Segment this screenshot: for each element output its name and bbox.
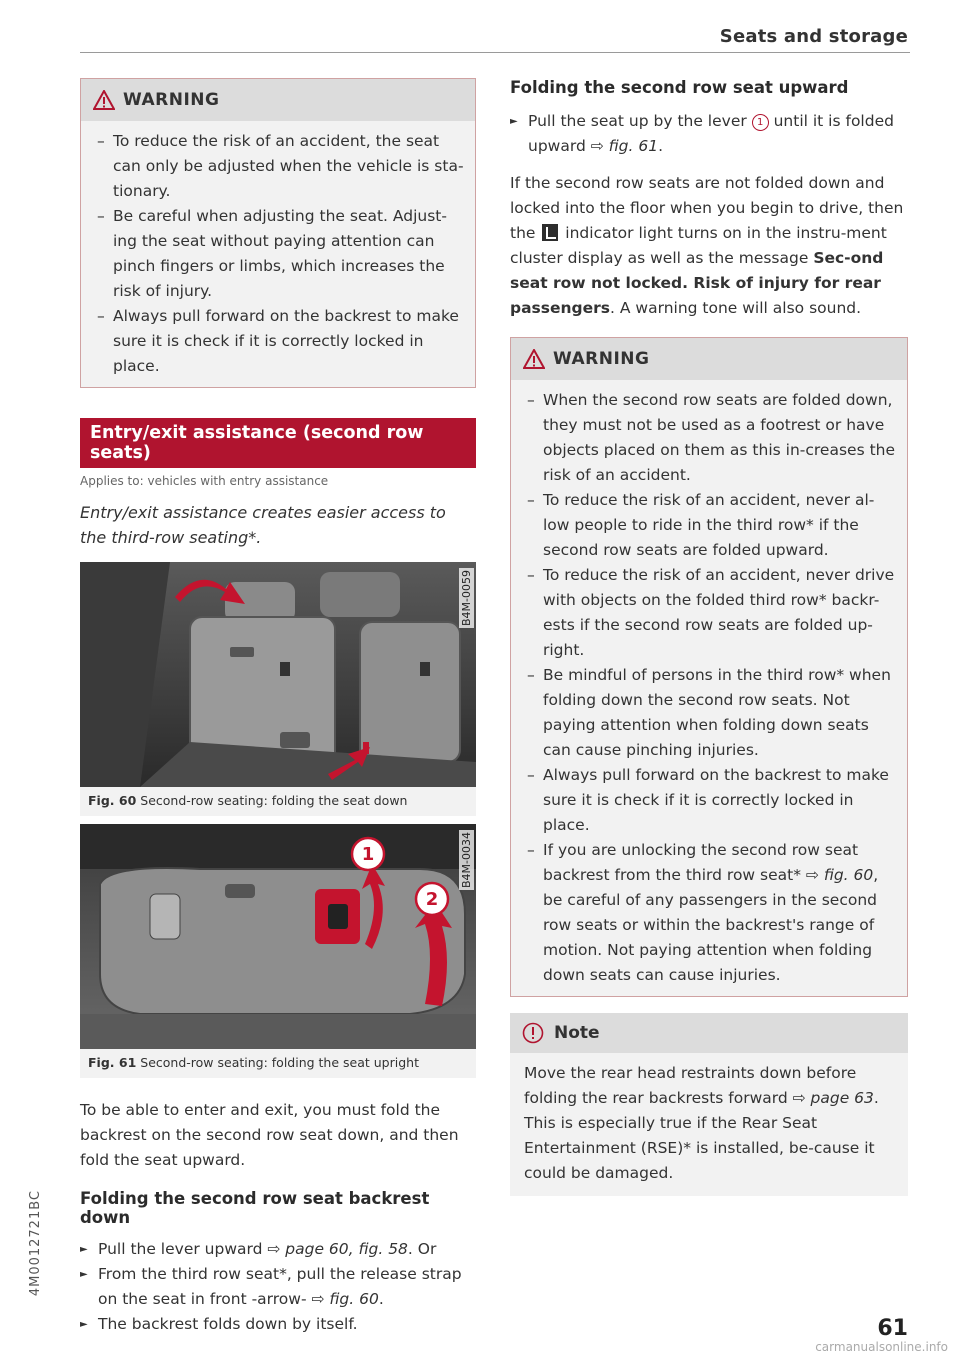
figure-code: B4M-0034 bbox=[460, 832, 473, 888]
note-exclamation-icon bbox=[522, 1022, 544, 1044]
figure-61-image bbox=[80, 824, 476, 1049]
document-code: 4M0012721BC bbox=[28, 1190, 43, 1297]
section-intro: Entry/exit assistance creates easier access to the third-row seating*. bbox=[80, 503, 446, 547]
warning-triangle-icon bbox=[93, 90, 115, 110]
page-reference-link[interactable]: ⇨ page 63 bbox=[792, 1089, 874, 1107]
warning-item: – Always pull forward on the backrest to make sure it is check if it is correctly locked in place. bbox=[93, 304, 465, 379]
watermark: carmanualsonline.info bbox=[815, 1340, 948, 1354]
figure-reference-link[interactable]: ⇨ fig. 60 bbox=[805, 866, 874, 884]
entry-exit-paragraph: To be able to enter and exit, you must fold the backrest on the second row seat down, and then fold the seat upward. bbox=[80, 1101, 459, 1169]
warning-item: – To reduce the risk of an accident, never al-low people to ride in the third row* if the second row seats are folded upward. bbox=[523, 488, 897, 563]
warning-item: – If you are unlocking the second row seat backrest from the third row seat* ⇨ fig. 60, be careful of any passengers in the second row seats or within the backrest's range of motion. Not paying attention when folding down seats can cause injuries. bbox=[523, 838, 897, 988]
figure-code: B4M-0059 bbox=[460, 570, 473, 626]
fold-down-steps bbox=[80, 1237, 476, 1337]
seat-fold-down-illustration bbox=[80, 562, 476, 787]
seat-indicator-icon bbox=[542, 224, 558, 241]
applies-to: Applies to: vehicles with entry assistance bbox=[80, 474, 329, 488]
warning-box-left bbox=[80, 78, 476, 388]
section-title: Entry/exit assistance (second row seats) bbox=[80, 418, 476, 468]
warning-header bbox=[511, 338, 907, 380]
step-item: ► Pull the seat up by the lever 1 until it is folded upward ⇨ fig. 61. bbox=[510, 109, 908, 159]
figure-60-image bbox=[80, 562, 476, 787]
warning-header bbox=[81, 79, 475, 121]
figure-caption-text: Second-row seating: folding the seat down bbox=[140, 793, 408, 808]
warning-list bbox=[81, 121, 475, 387]
running-header: Seats and storage bbox=[719, 26, 908, 47]
step-item: ► From the third row seat*, pull the release strap on the seat in front -arrow- ⇨ fig. 60. bbox=[80, 1262, 476, 1312]
right-column bbox=[510, 78, 908, 1196]
warning-label: WARNING bbox=[123, 90, 220, 110]
heading-fold-down: Folding the second row seat backrest down bbox=[80, 1189, 430, 1227]
figure-reference-link[interactable]: ⇨ fig. 61 bbox=[590, 137, 659, 155]
seat-fold-up-illustration bbox=[80, 824, 476, 1049]
left-column bbox=[80, 78, 476, 1337]
warning-item: – Be mindful of persons in the third row* when folding down the second row seats. Not paying attention when folding down seats can cause pinching injuries. bbox=[523, 663, 897, 763]
warning-item: – Always pull forward on the backrest to make sure it is check if it is correctly locked in place. bbox=[523, 763, 897, 838]
warning-list bbox=[511, 380, 907, 996]
callout-1: 1 bbox=[361, 844, 375, 865]
note-header bbox=[510, 1013, 908, 1053]
cluster-message: Sec-ond seat row not locked. Risk of injury for rear passengers bbox=[510, 249, 884, 317]
figure-caption-text: Second-row seating: folding the seat upright bbox=[140, 1055, 419, 1070]
warning-item: – Be careful when adjusting the seat. Adjust-ing the seat without paying attention can pinch fingers or limbs, which increases the risk of injury. bbox=[93, 204, 465, 304]
callout-number-icon: 1 bbox=[752, 114, 769, 131]
note-box bbox=[510, 1013, 908, 1196]
figure-number: Fig. 60 bbox=[88, 793, 137, 808]
header-divider bbox=[80, 52, 910, 53]
callout-2: 2 bbox=[425, 889, 439, 910]
warning-label: WARNING bbox=[553, 349, 650, 369]
figure-reference-link[interactable]: ⇨ fig. 60 bbox=[311, 1290, 379, 1308]
warning-item: – To reduce the risk of an accident, never drive with objects on the folded third row* backr-ests if the second row seats are folded up-right. bbox=[523, 563, 897, 663]
warning-box-right bbox=[510, 337, 908, 997]
warning-item: – To reduce the risk of an accident, the seat can only be adjusted when the vehicle is sta-tionary. bbox=[93, 129, 465, 204]
fold-up-steps bbox=[510, 109, 908, 159]
figure-61 bbox=[80, 824, 476, 1078]
note-text: Move the rear head restraints down before folding the rear backrests forward ⇨ page 63. This is especially true if the Rear Seat Entertainment (RSE)* is installed, be-cause it could be damaged. bbox=[524, 1064, 879, 1182]
note-label: Note bbox=[554, 1023, 600, 1043]
step-item: ► The backrest folds down by itself. bbox=[80, 1312, 476, 1337]
figure-61-caption bbox=[80, 1049, 476, 1078]
indicator-paragraph: If the second row seats are not folded down and locked into the floor when you begin to drive, then the indicator light turns on in the instru-ment cluster display as well as the message Sec-ond seat row not locked. Risk of injury for rear passengers. A warning tone will also sound. bbox=[510, 174, 904, 317]
heading-fold-up: Folding the second row seat upward bbox=[510, 78, 849, 97]
figure-60 bbox=[80, 562, 476, 816]
warning-triangle-icon bbox=[523, 349, 545, 369]
warning-item: – When the second row seats are folded down, they must not be used as a footrest or have objects placed on them as this in-creases the risk of an accident. bbox=[523, 388, 897, 488]
page-number: 61 bbox=[877, 1316, 908, 1341]
figure-60-caption bbox=[80, 787, 476, 816]
figure-number: Fig. 61 bbox=[88, 1055, 137, 1070]
page-reference-link[interactable]: ⇨ page 60, fig. 58 bbox=[267, 1240, 408, 1258]
step-item: ► Pull the lever upward ⇨ page 60, fig. 58. Or bbox=[80, 1237, 476, 1262]
